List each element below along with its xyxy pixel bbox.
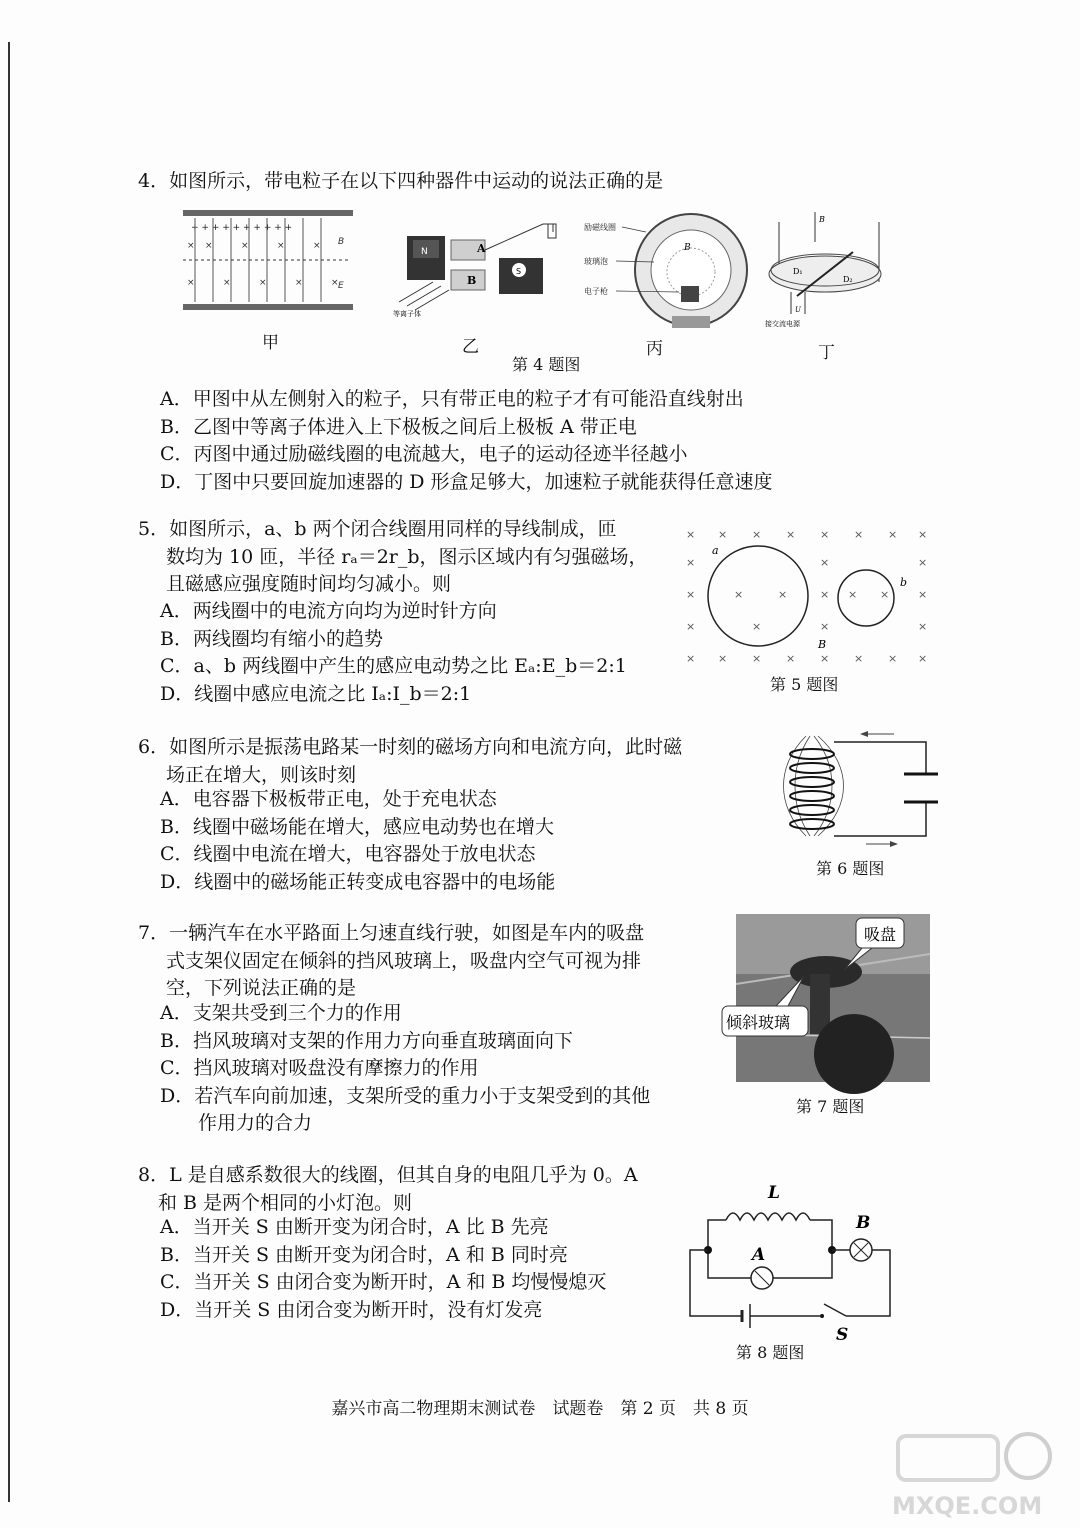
svg-text:等离子体: 等离子体 — [393, 310, 421, 318]
svg-text:×: × — [313, 241, 321, 251]
svg-text:B: B — [684, 243, 691, 253]
q4-fig-yi — [393, 210, 563, 320]
q5-figure — [682, 526, 932, 666]
svg-text:吸盘: 吸盘 — [864, 925, 897, 944]
q4-label-yi: 乙 — [462, 337, 479, 357]
svg-text:×: × — [918, 556, 928, 569]
svg-text:×: × — [295, 278, 303, 288]
q5-option-a: A．两线圈中的电流方向均为逆时针方向 — [160, 600, 497, 622]
q5-option-b: B．两线圈均有缩小的趋势 — [160, 627, 383, 650]
q8-option-c: C．当开关 S 由闭合变为断开时，A 和 B 均慢慢熄灭 — [160, 1271, 607, 1293]
q8-stem: 8．L 是自感系数很大的线圈，但其自身的电阻几乎为 0。A 和 B 是两个相同的小灯泡。则 — [138, 1164, 638, 1214]
svg-text:×: × — [187, 241, 195, 251]
svg-text:×: × — [820, 588, 830, 601]
svg-text:玻璃泡: 玻璃泡 — [584, 257, 608, 266]
svg-text:×: × — [205, 241, 213, 251]
q4-label-ding: 丁 — [818, 343, 835, 363]
svg-text:E: E — [338, 281, 344, 291]
svg-text:×: × — [820, 556, 830, 569]
svg-text:×: × — [686, 556, 696, 569]
watermark-logo — [888, 1422, 1058, 1522]
svg-text:B: B — [467, 274, 477, 287]
q4-fig-ding — [765, 212, 885, 337]
svg-text:×: × — [686, 588, 696, 601]
svg-text:×: × — [277, 241, 285, 251]
svg-text:×: × — [880, 588, 890, 601]
svg-text:×: × — [331, 278, 339, 288]
q5-options — [160, 598, 627, 708]
svg-text:倾斜玻璃: 倾斜玻璃 — [726, 1013, 791, 1032]
svg-text:×: × — [752, 620, 762, 633]
q4-stem: 4．如图所示，带电粒子在以下四种器件中运动的说法正确的是 — [138, 170, 664, 192]
q7-option-d: D．若汽车向前加速，支架所受的重力小于支架受到的其他 — [160, 1084, 651, 1107]
q6-option-d: D．线圈中的磁场能正转变成电容器中的电场能 — [160, 870, 556, 893]
svg-text:×: × — [259, 278, 267, 288]
q5-stem: 5．如图所示，a、b 两个闭合线圈用同样的导线制成，匝 数均为 10 匝，半径 rₐ＝2r_b，图示区域内有匀强磁场， 且磁感应强度随时间均匀减小。则 — [138, 518, 648, 595]
q8-circuit — [686, 1180, 896, 1345]
q8-option-b: B．当开关 S 由断开变为闭合时，A 和 B 同时亮 — [160, 1243, 568, 1266]
q6-figure — [776, 726, 946, 844]
svg-text:×: × — [888, 652, 898, 665]
q4-fig-bing — [584, 212, 754, 332]
svg-text:S: S — [516, 267, 522, 276]
svg-text:×: × — [820, 528, 830, 541]
q4-option-a: A．甲图中从左侧射入的粒子，只有带正电的粒子才有可能沿直线射出 — [160, 388, 744, 410]
q5-option-c: C．a、b 两线圈中产生的感应电动势之比 Eₐ:E_b＝2:1 — [160, 655, 627, 677]
q6-caption: 第 6 题图 — [816, 859, 885, 878]
q4-option-c: C．丙图中通过励磁线圈的电流越大，电子的运动径迹半径越小 — [160, 443, 688, 465]
svg-text:×: × — [718, 528, 728, 541]
svg-text:U: U — [795, 306, 801, 314]
svg-text:D₁: D₁ — [793, 267, 803, 276]
q6-option-c: C．线圈中电流在增大，电容器处于放电状态 — [160, 843, 536, 865]
svg-text:×: × — [752, 528, 762, 541]
svg-text:S: S — [836, 1325, 849, 1345]
q8-caption: 第 8 题图 — [736, 1343, 805, 1362]
svg-text:×: × — [786, 652, 796, 665]
q6-option-a: A．电容器下极板带正电，处于充电状态 — [160, 788, 497, 810]
q7-option-d-cont: 作用力的合力 — [160, 1112, 313, 1134]
svg-text:D₂: D₂ — [843, 275, 853, 284]
svg-text:×: × — [848, 588, 858, 601]
svg-text:×: × — [734, 588, 744, 601]
svg-text:×: × — [718, 652, 728, 665]
svg-text:×: × — [786, 528, 796, 541]
q5-option-d: D．线圈中感应电流之比 Iₐ:I_b＝2:1 — [160, 682, 472, 705]
svg-text:×: × — [223, 278, 231, 288]
q4-option-d: D．丁图中只要回旋加速器的 D 形盒足够大，加速粒子就能获得任意速度 — [160, 470, 773, 493]
q8-option-d: D．当开关 S 由闭合变为断开时，没有灯发亮 — [160, 1298, 543, 1321]
svg-text:×: × — [918, 620, 928, 633]
q7-option-a: A．支架共受到三个力的作用 — [160, 1002, 402, 1024]
q4-label-jia: 甲 — [262, 333, 279, 353]
svg-text:×: × — [918, 588, 928, 601]
svg-text:×: × — [187, 278, 195, 288]
svg-text:×: × — [918, 528, 928, 541]
svg-text:×: × — [854, 652, 864, 665]
q7-option-b: B．挡风玻璃对支架的作用力方向垂直玻璃面向下 — [160, 1029, 573, 1052]
svg-text:×: × — [854, 528, 864, 541]
q7-caption: 第 7 题图 — [796, 1097, 865, 1116]
q4-caption: 第 4 题图 — [512, 355, 581, 374]
svg-text:B: B — [819, 215, 825, 224]
svg-text:×: × — [241, 241, 249, 251]
q5-caption: 第 5 题图 — [770, 675, 839, 694]
svg-text:×: × — [686, 652, 696, 665]
q7-options — [160, 1000, 650, 1138]
q7-photo — [726, 914, 930, 1082]
q6-options — [160, 786, 555, 896]
svg-text:A: A — [477, 242, 486, 255]
q6-option-b: B．线圈中磁场能在增大，感应电动势也在增大 — [160, 815, 554, 838]
svg-text:A: A — [752, 1245, 766, 1265]
svg-text:×: × — [918, 652, 928, 665]
q8-option-a: A．当开关 S 由断开变为闭合时，A 比 B 先亮 — [160, 1216, 549, 1238]
svg-text:励磁线圈: 励磁线圈 — [584, 223, 616, 232]
svg-text:N: N — [421, 247, 428, 257]
svg-text:×: × — [888, 528, 898, 541]
q7-option-c: C．挡风玻璃对吸盘没有摩擦力的作用 — [160, 1057, 479, 1079]
svg-text:×: × — [686, 528, 696, 541]
svg-text:b: b — [900, 576, 908, 589]
q4-options — [160, 386, 773, 496]
svg-text:接交流电源: 接交流电源 — [765, 320, 800, 328]
q6-stem: 6．如图所示是振荡电路某一时刻的磁场方向和电流方向，此时磁 场正在增大，则该时刻 — [138, 736, 683, 786]
svg-text:B: B — [856, 1213, 871, 1233]
svg-text:+ + + + + + + + + +: + + + + + + + + + + — [191, 223, 293, 233]
svg-text:×: × — [778, 588, 788, 601]
page-left-border — [8, 42, 10, 1502]
svg-text:B: B — [338, 237, 345, 247]
q4-label-bing: 丙 — [646, 339, 663, 359]
svg-text:MXQE.COM: MXQE.COM — [892, 1492, 1043, 1520]
svg-text:×: × — [820, 620, 830, 633]
page-footer: 嘉兴市高二物理期末测试卷 试题卷 第 2 页 共 8 页 — [331, 1399, 749, 1419]
svg-text:×: × — [686, 620, 696, 633]
q7-stem: 7．一辆汽车在水平路面上匀速直线行驶，如图是车内的吸盘 式支架仪固定在倾斜的挡风玻璃上，吸盘内空气可视为排 空，下列说法正确的是 — [138, 922, 645, 999]
q4-option-b: B．乙图中等离子体进入上下极板之间后上极板 A 带正电 — [160, 415, 637, 438]
svg-text:电子枪: 电子枪 — [584, 287, 608, 296]
svg-text:×: × — [820, 652, 830, 665]
svg-text:B: B — [818, 638, 827, 651]
q4-fig-jia — [183, 210, 353, 310]
svg-text:L: L — [768, 1183, 780, 1203]
svg-text:a: a — [712, 544, 719, 557]
svg-text:×: × — [752, 652, 762, 665]
q8-options — [160, 1214, 606, 1324]
